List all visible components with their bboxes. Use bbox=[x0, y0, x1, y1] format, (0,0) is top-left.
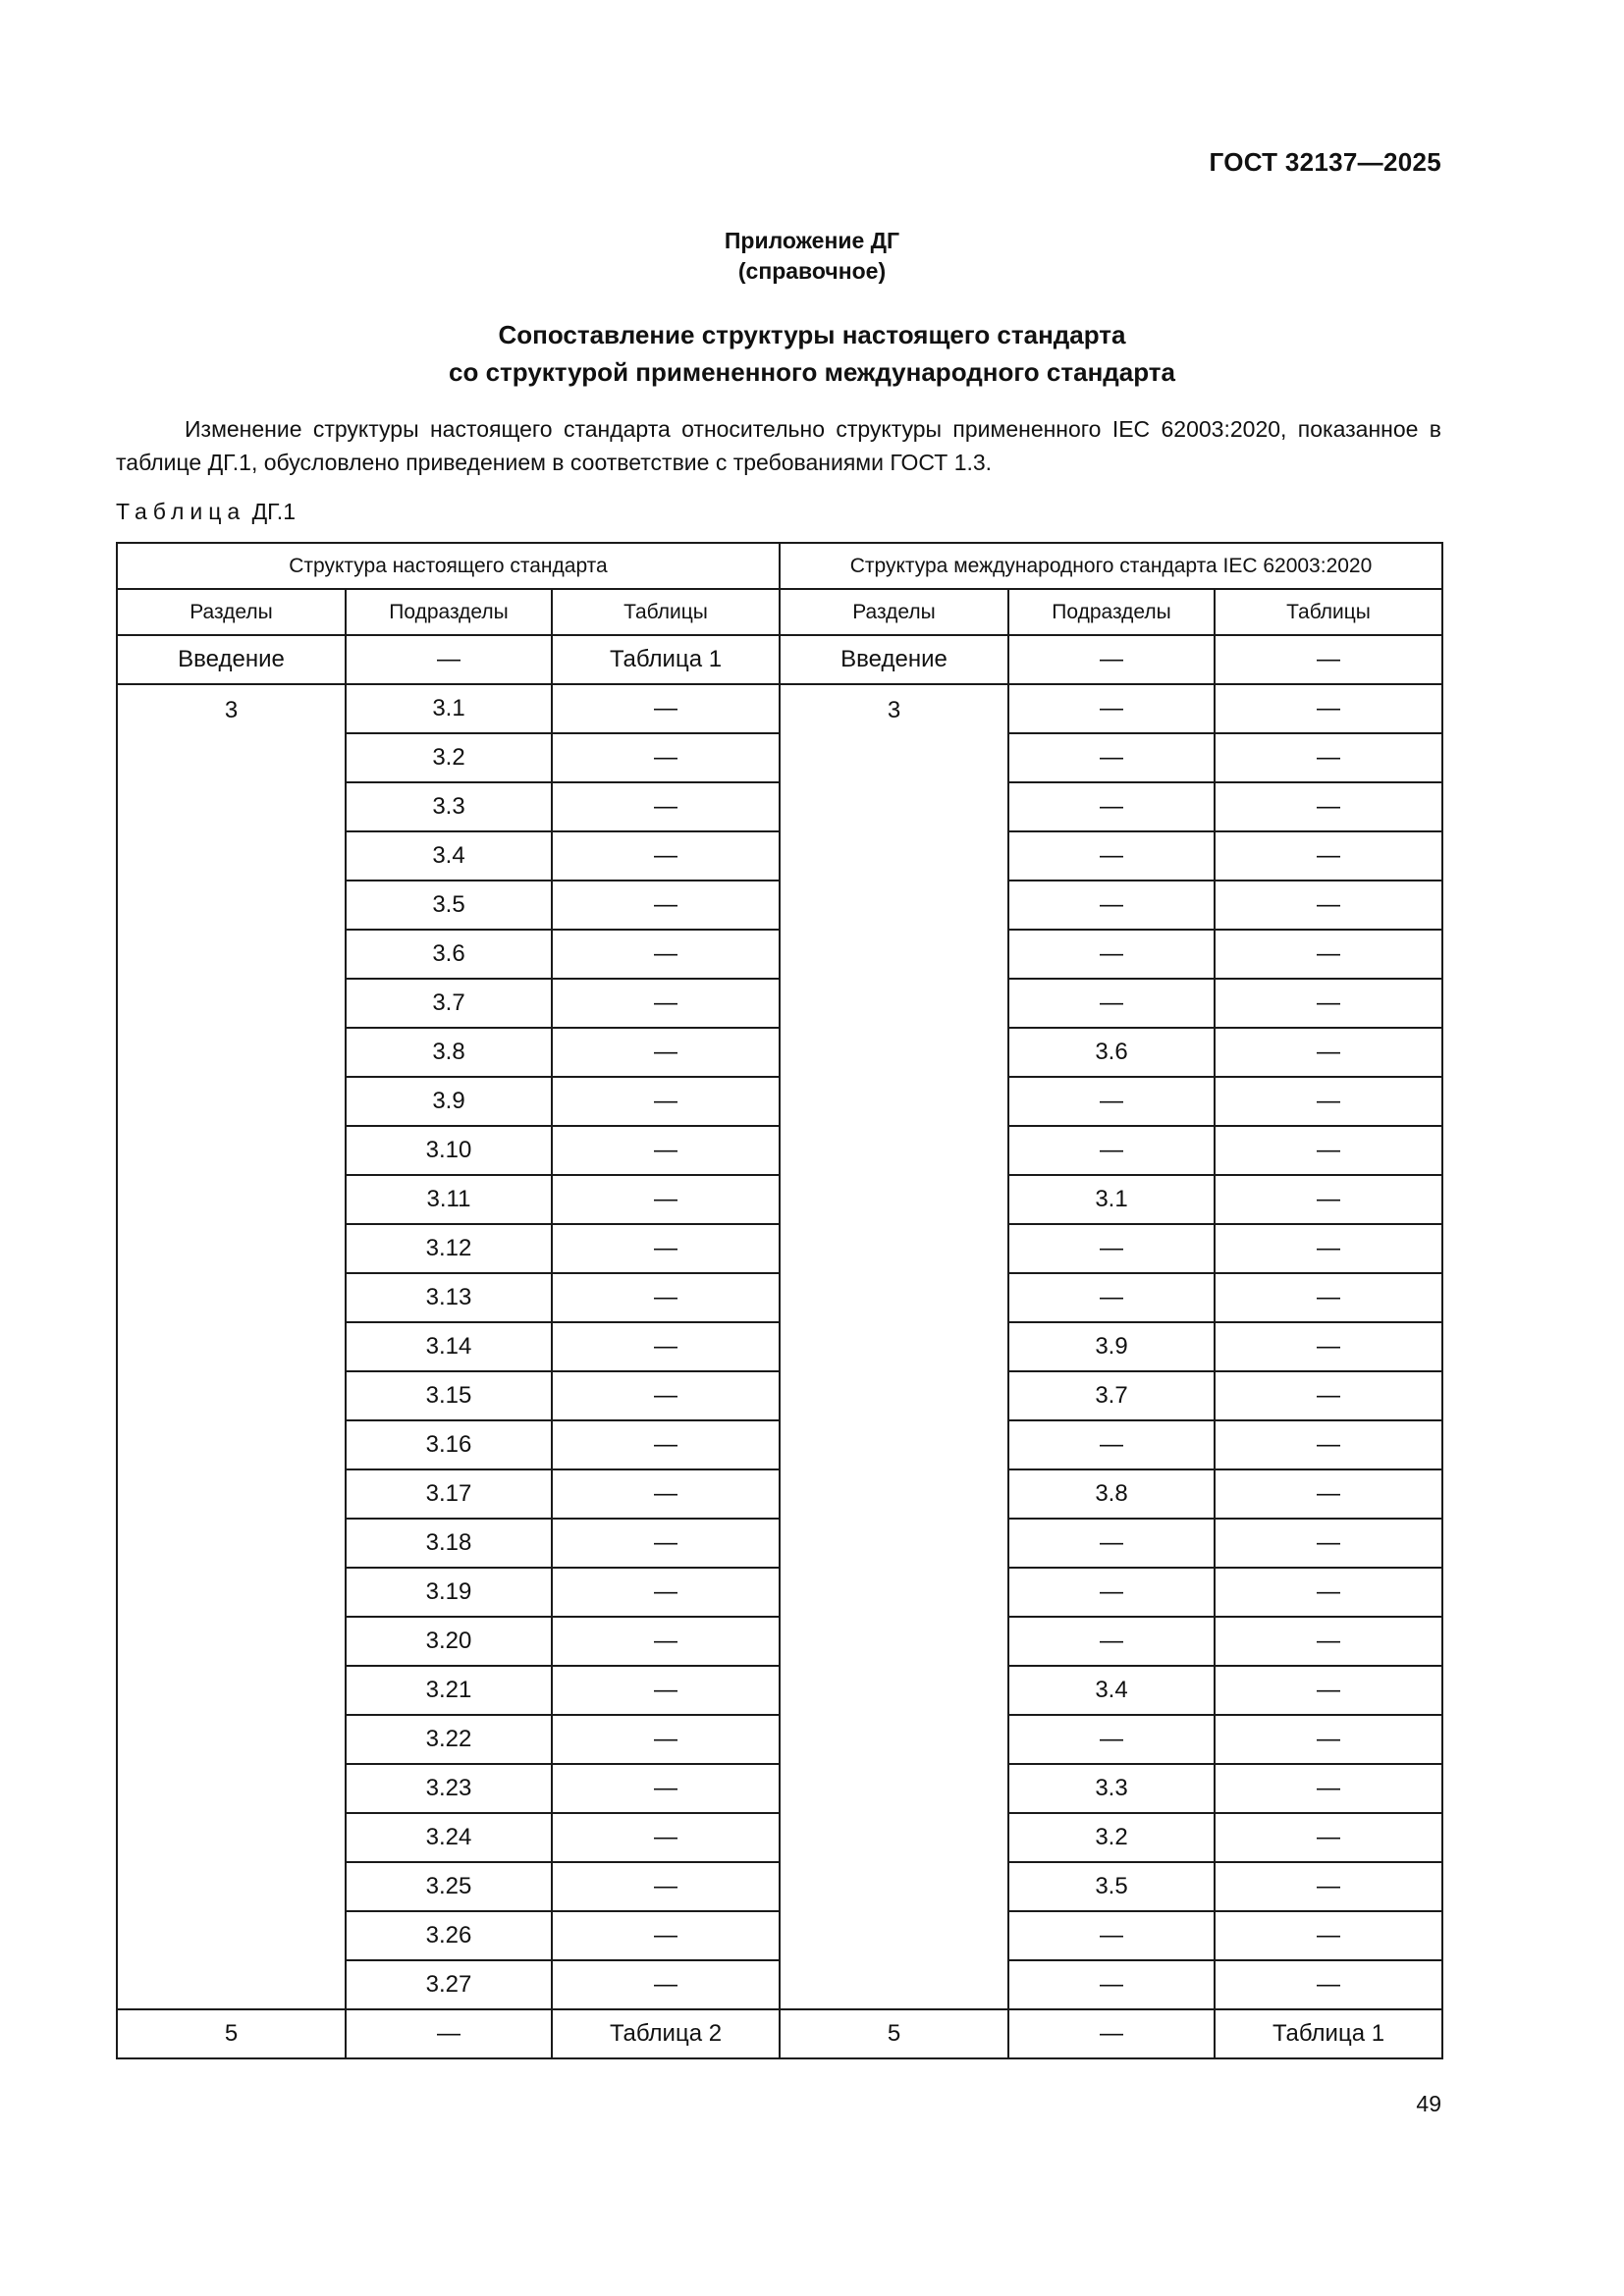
table-cell: — bbox=[1008, 635, 1215, 684]
table-cell: — bbox=[1008, 1077, 1215, 1126]
table-caption-id: ДГ.1 bbox=[251, 499, 296, 524]
table-cell: — bbox=[1215, 1666, 1442, 1715]
table-cell: Введение bbox=[780, 635, 1008, 684]
table-cell: — bbox=[1215, 684, 1442, 733]
table-cell: 3 bbox=[117, 684, 346, 2009]
table-cell: — bbox=[1215, 1469, 1442, 1519]
column-header: Разделы bbox=[117, 589, 346, 635]
table-cell: 3.7 bbox=[1008, 1371, 1215, 1420]
table-cell: — bbox=[552, 831, 780, 881]
table-cell: — bbox=[552, 782, 780, 831]
table-cell: — bbox=[346, 2009, 552, 2058]
table-cell: 5 bbox=[117, 2009, 346, 2058]
table-cell: — bbox=[1008, 930, 1215, 979]
table-cell: — bbox=[552, 1077, 780, 1126]
table-cell: Таблица 2 bbox=[552, 2009, 780, 2058]
table-cell: 3.1 bbox=[1008, 1175, 1215, 1224]
table-cell: 3.13 bbox=[346, 1273, 552, 1322]
table-cell: 3.16 bbox=[346, 1420, 552, 1469]
column-header: Таблицы bbox=[1215, 589, 1442, 635]
table-cell: 3.11 bbox=[346, 1175, 552, 1224]
table-cell: 3.24 bbox=[346, 1813, 552, 1862]
table-cell: — bbox=[552, 1617, 780, 1666]
table-cell: — bbox=[1215, 1420, 1442, 1469]
table-cell: 3.25 bbox=[346, 1862, 552, 1911]
table-cell: — bbox=[1215, 831, 1442, 881]
table-cell: — bbox=[552, 1224, 780, 1273]
group-header-right: Структура международного стандарта IEC 62003:2020 bbox=[780, 543, 1442, 589]
table-cell: — bbox=[1215, 1322, 1442, 1371]
table-cell: — bbox=[1215, 1911, 1442, 1960]
table-cell: — bbox=[1008, 1617, 1215, 1666]
table-cell: 3.1 bbox=[346, 684, 552, 733]
table-cell: 3.3 bbox=[346, 782, 552, 831]
table-cell: — bbox=[1008, 733, 1215, 782]
table-row-section-5 bbox=[117, 2009, 1442, 2058]
table-cell: — bbox=[1008, 1568, 1215, 1617]
table-cell: — bbox=[1215, 1568, 1442, 1617]
table-cell: — bbox=[1215, 1028, 1442, 1077]
column-header: Подразделы bbox=[346, 589, 552, 635]
table-cell: — bbox=[552, 1322, 780, 1371]
table-cell: 3.4 bbox=[346, 831, 552, 881]
table-cell: — bbox=[1215, 1126, 1442, 1175]
table-cell: — bbox=[1215, 979, 1442, 1028]
table-cell: — bbox=[1008, 684, 1215, 733]
table-cell: — bbox=[552, 1519, 780, 1568]
group-header-left: Структура настоящего стандарта bbox=[117, 543, 780, 589]
table-cell: 3.27 bbox=[346, 1960, 552, 2009]
table-cell: — bbox=[552, 733, 780, 782]
table-row-introduction bbox=[117, 635, 1442, 684]
table-cell: — bbox=[552, 1371, 780, 1420]
table-cell: — bbox=[1215, 733, 1442, 782]
table-cell: — bbox=[552, 1126, 780, 1175]
table-cell: 3.2 bbox=[1008, 1813, 1215, 1862]
table-cell: — bbox=[552, 930, 780, 979]
table-cell: — bbox=[1215, 1813, 1442, 1862]
table-cell: 3.12 bbox=[346, 1224, 552, 1273]
table-cell: 3.19 bbox=[346, 1568, 552, 1617]
table-cell: — bbox=[1008, 1273, 1215, 1322]
table-cell: 3.5 bbox=[346, 881, 552, 930]
table-caption-label: Таблица bbox=[116, 499, 246, 524]
table-cell: — bbox=[1215, 782, 1442, 831]
table-cell: — bbox=[552, 1911, 780, 1960]
table-cell: 3.9 bbox=[346, 1077, 552, 1126]
table-cell: Введение bbox=[117, 635, 346, 684]
table-cell: 3.15 bbox=[346, 1371, 552, 1420]
table-cell: — bbox=[1215, 1519, 1442, 1568]
table-cell: — bbox=[552, 1715, 780, 1764]
table-cell: — bbox=[1215, 1764, 1442, 1813]
table-cell: 3.6 bbox=[1008, 1028, 1215, 1077]
table-cell: 3.6 bbox=[346, 930, 552, 979]
table-cell: 3.21 bbox=[346, 1666, 552, 1715]
table-cell: — bbox=[1008, 881, 1215, 930]
table-column-header-row bbox=[117, 589, 1442, 635]
table-cell: — bbox=[1008, 1911, 1215, 1960]
table-cell: — bbox=[1008, 979, 1215, 1028]
table-cell: — bbox=[552, 1175, 780, 1224]
table-group-header-row bbox=[117, 543, 1442, 589]
column-header: Таблицы bbox=[552, 589, 780, 635]
table-cell: — bbox=[552, 1028, 780, 1077]
comparison-table bbox=[116, 542, 1443, 2059]
table-cell: 3.10 bbox=[346, 1126, 552, 1175]
table-cell: — bbox=[552, 1764, 780, 1813]
document-code: ГОСТ 32137—2025 bbox=[1209, 147, 1441, 177]
table-cell: — bbox=[552, 1568, 780, 1617]
appendix-title: Приложение ДГ bbox=[724, 228, 900, 253]
table-cell: 5 bbox=[780, 2009, 1008, 2058]
table-cell: — bbox=[1215, 1715, 1442, 1764]
page-title-line-2: со структурой примененного международного стандарта bbox=[449, 357, 1175, 387]
table-cell: 3.2 bbox=[346, 733, 552, 782]
table-cell: — bbox=[346, 635, 552, 684]
table-cell: — bbox=[1215, 1175, 1442, 1224]
table-cell: 3.9 bbox=[1008, 1322, 1215, 1371]
appendix-kind: (справочное) bbox=[737, 258, 887, 284]
table-cell: — bbox=[1215, 881, 1442, 930]
table-cell: — bbox=[1215, 1273, 1442, 1322]
table-cell: — bbox=[1215, 1224, 1442, 1273]
table-cell: 3.3 bbox=[1008, 1764, 1215, 1813]
table-cell: 3.8 bbox=[1008, 1469, 1215, 1519]
table-cell: — bbox=[552, 1960, 780, 2009]
table-cell: — bbox=[1215, 1862, 1442, 1911]
table-cell: 3.18 bbox=[346, 1519, 552, 1568]
table-cell: — bbox=[1008, 831, 1215, 881]
table-cell: — bbox=[1215, 1077, 1442, 1126]
table-cell: — bbox=[552, 1666, 780, 1715]
table-cell: — bbox=[1215, 635, 1442, 684]
table-cell: — bbox=[1215, 1960, 1442, 2009]
table-cell: — bbox=[1008, 782, 1215, 831]
table-cell: — bbox=[1008, 1519, 1215, 1568]
table-cell: — bbox=[1008, 1420, 1215, 1469]
table-cell: — bbox=[1008, 1224, 1215, 1273]
intro-paragraph bbox=[116, 412, 1441, 479]
page-title-line-1: Сопоставление структуры настоящего стандарта bbox=[498, 320, 1126, 349]
table-cell: — bbox=[1008, 1960, 1215, 2009]
table-cell: — bbox=[552, 1420, 780, 1469]
table-cell: — bbox=[1008, 1126, 1215, 1175]
table-cell: 3.26 bbox=[346, 1911, 552, 1960]
column-header: Разделы bbox=[780, 589, 1008, 635]
table-cell: 3.5 bbox=[1008, 1862, 1215, 1911]
table-cell: 3.17 bbox=[346, 1469, 552, 1519]
table-cell: Таблица 1 bbox=[552, 635, 780, 684]
table-cell: 3.8 bbox=[346, 1028, 552, 1077]
column-header: Подразделы bbox=[1008, 589, 1215, 635]
table-cell: 3.14 bbox=[346, 1322, 552, 1371]
page-number: 49 bbox=[1416, 2091, 1441, 2116]
table-cell: — bbox=[552, 1813, 780, 1862]
table-cell: 3.22 bbox=[346, 1715, 552, 1764]
intro-text: Изменение структуры настоящего стандарта относительно структуры примененного IEC 62003:2020, показанное в таблице ДГ.1, обусловлено приведением в соответствие с требованиями ГОСТ 1.3. bbox=[116, 416, 1441, 475]
table-cell: — bbox=[1215, 1617, 1442, 1666]
table-cell: — bbox=[1215, 1371, 1442, 1420]
table-cell: — bbox=[552, 979, 780, 1028]
table-cell: 3.4 bbox=[1008, 1666, 1215, 1715]
table-cell: — bbox=[1215, 930, 1442, 979]
table-caption bbox=[116, 499, 296, 525]
appendix-heading bbox=[0, 226, 1624, 287]
table-cell: 3.20 bbox=[346, 1617, 552, 1666]
table-cell: — bbox=[552, 1862, 780, 1911]
table-cell: — bbox=[1008, 2009, 1215, 2058]
table-cell: 3.23 bbox=[346, 1764, 552, 1813]
table-cell: — bbox=[552, 684, 780, 733]
table-cell: 3.7 bbox=[346, 979, 552, 1028]
table-cell: — bbox=[552, 1469, 780, 1519]
page-title bbox=[0, 316, 1624, 391]
table-cell: — bbox=[1008, 1715, 1215, 1764]
table-cell: — bbox=[552, 1273, 780, 1322]
table-cell: 3 bbox=[780, 684, 1008, 2009]
table-cell: Таблица 1 bbox=[1215, 2009, 1442, 2058]
table-row bbox=[117, 684, 1442, 733]
table-cell: — bbox=[552, 881, 780, 930]
